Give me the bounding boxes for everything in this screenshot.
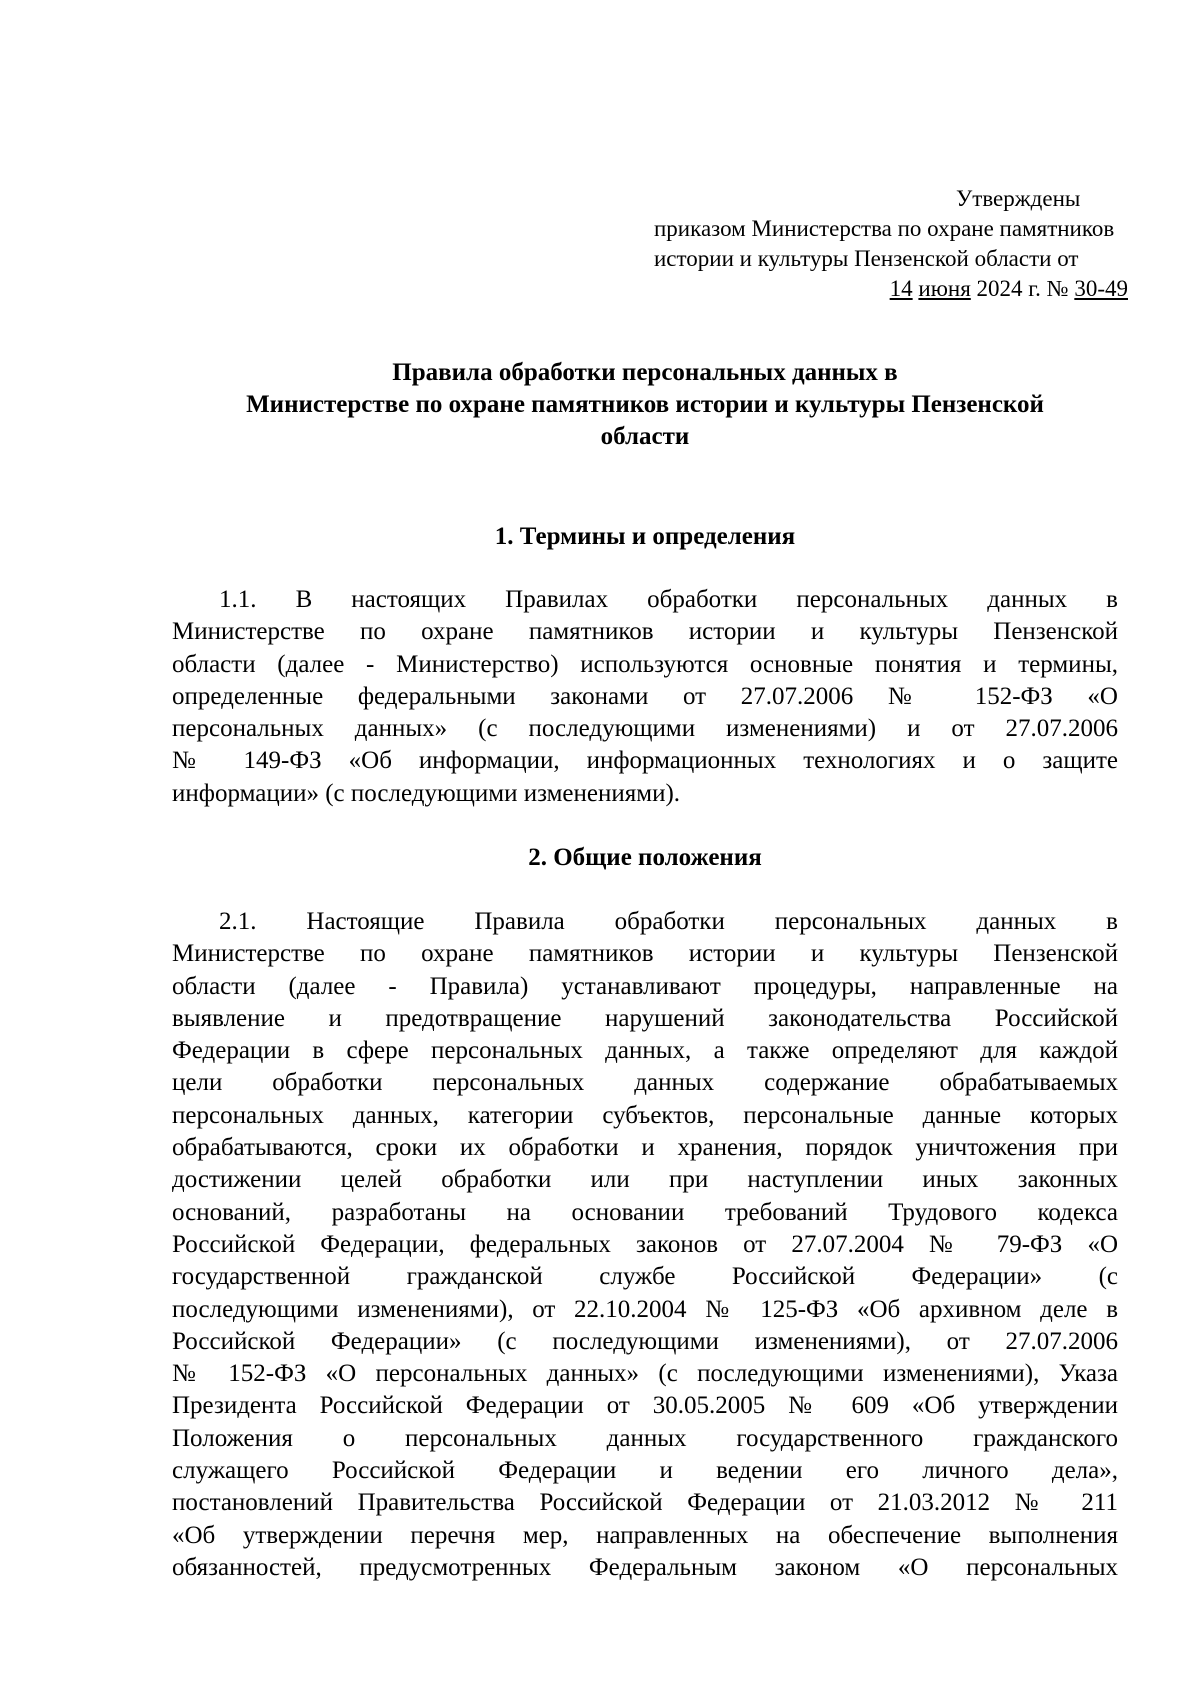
approval-line-3: истории и культуры Пензенской области от bbox=[654, 246, 1079, 271]
approval-date-month: июня bbox=[918, 276, 971, 301]
paragraph-line: постановлений Правительства Российской Федерации от 21.03.2012 № 211 bbox=[172, 1489, 1118, 1517]
paragraph-line: Российской Федерации, федеральных законов от 27.07.2004 № 79-ФЗ «О bbox=[172, 1230, 1118, 1258]
section-2-heading: 2. Общие положения bbox=[528, 844, 762, 871]
paragraph-line: информации» (с последующими изменениями). bbox=[172, 779, 681, 807]
paragraph-line: Министерстве по охране памятников истории и культуры Пензенской bbox=[172, 940, 1118, 968]
title-line-3: области bbox=[600, 423, 690, 450]
approval-date-rest: 2024 г. № bbox=[970, 276, 1075, 301]
paragraph-line: персональных данных, категории субъектов, персональные данные которых bbox=[172, 1101, 1118, 1129]
section-1-heading: 1. Термины и определения bbox=[494, 523, 796, 550]
paragraph-line: «Об утверждении перечня мер, направленных на обеспечение выполнения bbox=[172, 1521, 1118, 1549]
approval-date-day: 14 bbox=[889, 276, 913, 301]
approval-line-2: приказом Министерства по охране памятников bbox=[654, 216, 1115, 241]
paragraph-line: 2.1. Настоящие Правила обработки персональных данных в bbox=[219, 908, 1118, 935]
paragraph-line: государственной гражданской службе Российской Федерации» (с bbox=[172, 1263, 1118, 1291]
paragraph-line: обрабатываются, сроки их обработки и хранения, порядок уничтожения при bbox=[172, 1134, 1118, 1162]
paragraph-line: оснований, разработаны на основании требований Трудового кодекса bbox=[172, 1198, 1118, 1226]
paragraph-line: достижении целей обработки или при наступлении иных законных bbox=[172, 1166, 1118, 1194]
section-1-paragraph bbox=[172, 584, 1118, 810]
paragraph-line: персональных данных» (с последующими изменениями) и от 27.07.2006 bbox=[172, 715, 1118, 743]
paragraph-line: Президента Российской Федерации от 30.05.2005 № 609 «Об утверждении bbox=[172, 1392, 1118, 1420]
paragraph-line: Российской Федерации» (с последующими изменениями), от 27.07.2006 bbox=[172, 1327, 1118, 1355]
title-line-2: Министерстве по охране памятников истории и культуры Пензенской bbox=[246, 391, 1044, 418]
paragraph-line: последующими изменениями), от 22.10.2004 № 125-ФЗ «Об архивном деле в bbox=[172, 1295, 1118, 1323]
paragraph-line: обязанностей, предусмотренных Федеральным законом «О персональных bbox=[172, 1553, 1118, 1581]
title-line-1: Правила обработки персональных данных в bbox=[392, 359, 898, 386]
paragraph-line: области (далее - Министерство) используются основные понятия и термины, bbox=[172, 650, 1118, 678]
paragraph-line: Положения о персональных данных государственного гражданского bbox=[172, 1424, 1118, 1452]
document-title bbox=[170, 357, 1120, 453]
paragraph-line: определенные федеральными законами от 27.07.2006 № 152-ФЗ «О bbox=[172, 682, 1118, 710]
approval-line-1: Утверждены bbox=[956, 186, 1081, 211]
paragraph-line: Министерстве по охране памятников истории и культуры Пензенской bbox=[172, 618, 1118, 646]
paragraph-line: № 149-ФЗ «Об информации, информационных технологиях и о защите bbox=[172, 747, 1118, 775]
paragraph-line: области (далее - Правила) устанавливают процедуры, направленные на bbox=[172, 972, 1118, 1000]
paragraph-line: выявление и предотвращение нарушений законодательства Российской bbox=[172, 1004, 1118, 1032]
paragraph-line: цели обработки персональных данных содержание обрабатываемых bbox=[172, 1069, 1118, 1097]
paragraph-line: Федерации в сфере персональных данных, а также определяют для каждой bbox=[172, 1037, 1118, 1065]
paragraph-line: 1.1. В настоящих Правилах обработки персональных данных в bbox=[219, 586, 1118, 613]
approval-order-number: 30-49 bbox=[1074, 276, 1128, 301]
paragraph-line: № 152-ФЗ «О персональных данных» (с последующими изменениями), Указа bbox=[172, 1360, 1118, 1388]
approval-date-line bbox=[654, 274, 1134, 304]
approval-block bbox=[654, 184, 1134, 304]
section-2-paragraph bbox=[172, 906, 1118, 1584]
paragraph-line: служащего Российской Федерации и ведении его личного дела», bbox=[172, 1457, 1118, 1485]
